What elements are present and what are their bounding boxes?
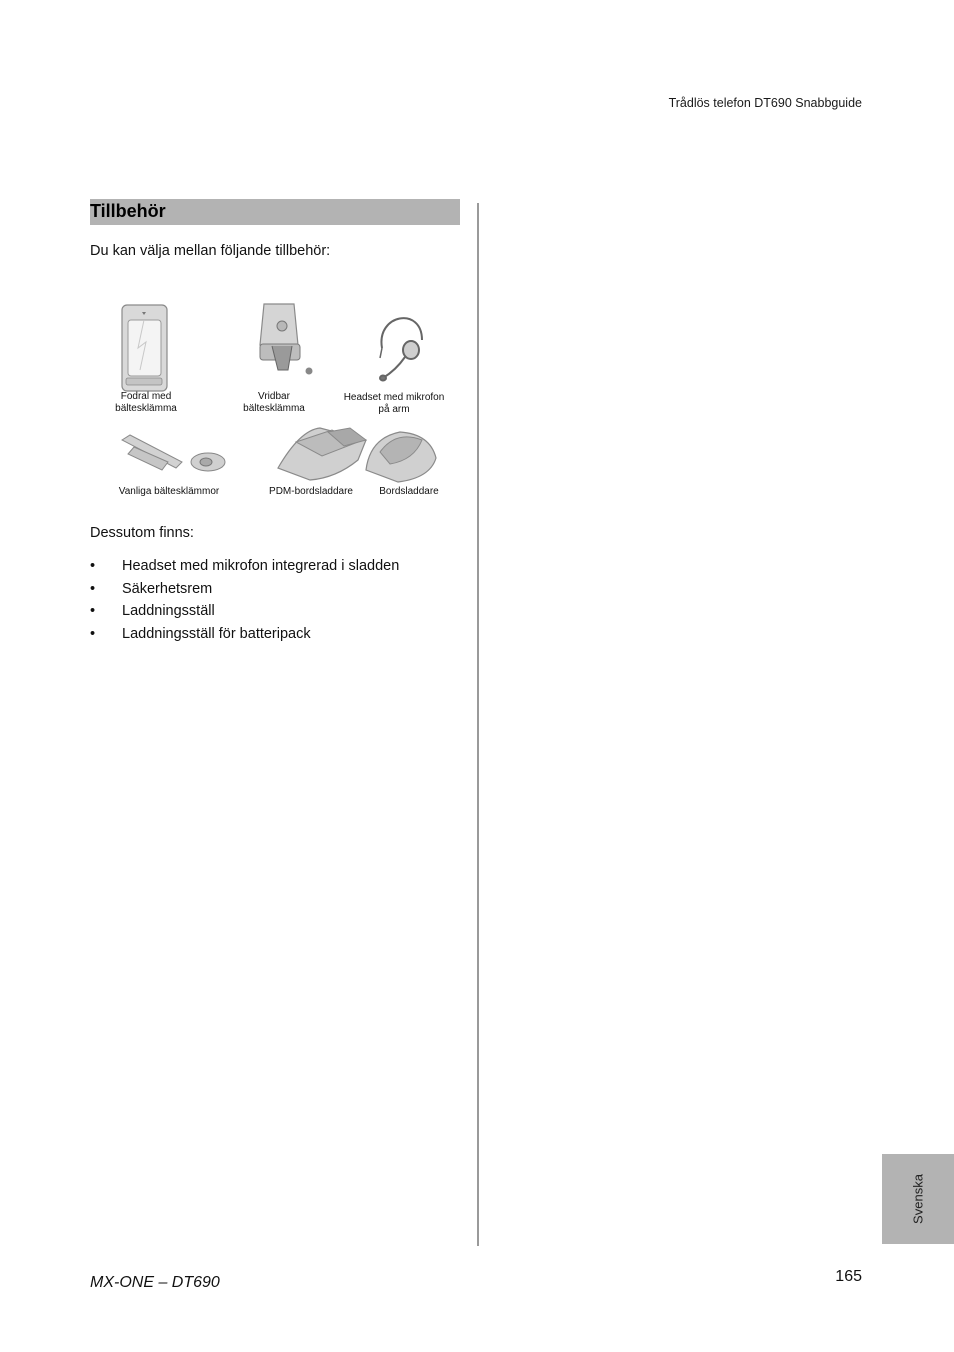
belt-clips-illustration xyxy=(122,435,225,471)
footer-product-name: MX-ONE – DT690 xyxy=(90,1274,220,1291)
swivel-clip-illustration xyxy=(260,304,313,375)
intro-text: Du kan välja mellan följande tillbehör: xyxy=(90,243,331,259)
bullet-marker: • xyxy=(90,603,96,620)
caption-holster-line2: bältesklämma xyxy=(115,402,177,414)
caption-desk-charger: Bordsladdare xyxy=(379,486,439,497)
pdm-charger-illustration xyxy=(278,428,366,480)
caption-swivel-line1: Vridbar xyxy=(258,391,290,402)
desk-charger-illustration xyxy=(366,432,436,482)
section-heading-bar xyxy=(90,199,460,225)
accessories-figure xyxy=(100,290,460,505)
language-label: Svenska xyxy=(910,1174,926,1224)
caption-headset-line1: Headset med mikrofon xyxy=(343,392,445,403)
list-item-text: Säkerhetsrem xyxy=(122,580,213,597)
caption-holster-line1: Fodral med xyxy=(120,391,172,402)
list-item-text: Headset med mikrofon integrerad i sladden xyxy=(122,558,400,574)
caption-holster xyxy=(115,391,177,414)
caption-headset-line2: på arm xyxy=(378,403,410,415)
list-item-text: Laddningsställ för batteripack xyxy=(122,626,311,643)
bullet-marker: • xyxy=(90,626,96,643)
language-tab xyxy=(882,1154,954,1244)
additional-items-heading: Dessutom finns: xyxy=(90,525,194,541)
section-title: Tillbehör xyxy=(90,201,166,221)
running-header: Trådlös telefon DT690 Snabbguide xyxy=(668,96,862,110)
caption-swivel-clip xyxy=(243,391,305,414)
bullet-marker: • xyxy=(90,558,96,574)
headset-illustration xyxy=(380,318,422,380)
caption-headset xyxy=(344,392,445,415)
page-number: 165 xyxy=(835,1268,862,1285)
bullet-marker: • xyxy=(90,580,96,597)
column-divider xyxy=(477,203,479,1246)
list-item-text: Laddningsställ xyxy=(122,603,215,620)
holster-illustration xyxy=(122,305,167,391)
caption-belt-clips: Vanliga bältesklämmor xyxy=(118,486,220,497)
caption-swivel-line2: bältesklämma xyxy=(243,402,305,414)
caption-pdm-charger: PDM-bordsladdare xyxy=(269,486,353,497)
